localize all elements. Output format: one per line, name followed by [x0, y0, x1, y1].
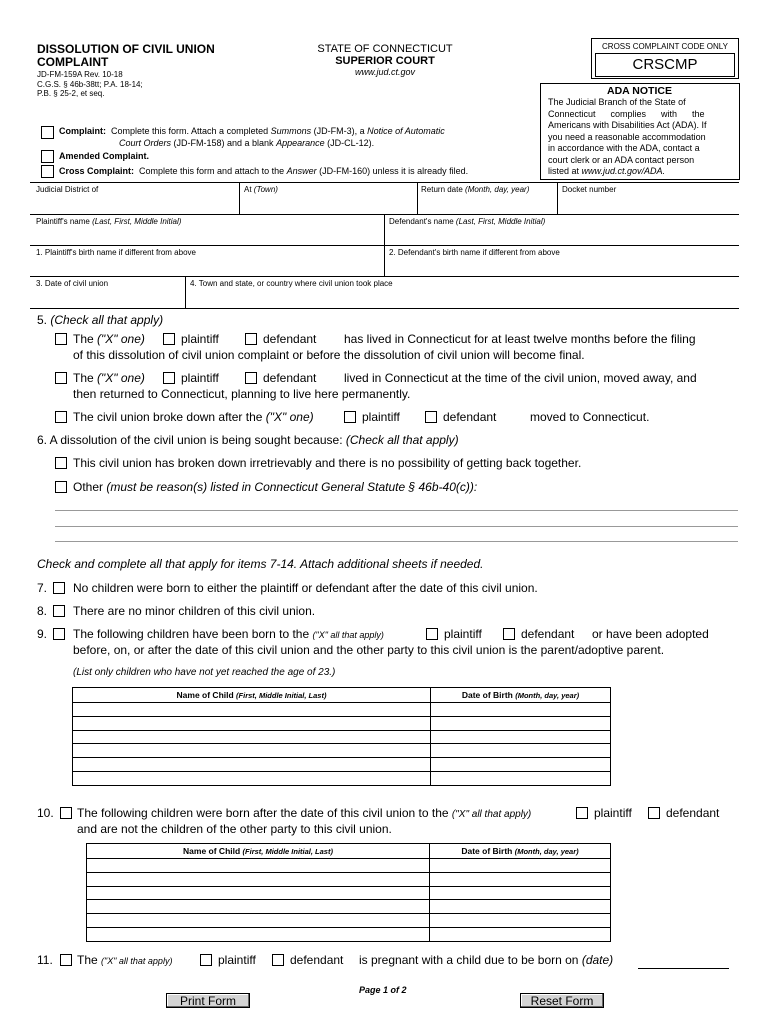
q10-plaintiff-checkbox[interactable] — [576, 807, 588, 819]
q6-opt2-checkbox[interactable] — [55, 481, 67, 493]
table-row — [87, 872, 611, 886]
table-row — [73, 716, 611, 730]
child-name-cell[interactable] — [87, 872, 430, 886]
form-title: DISSOLUTION OF CIVIL UNION COMPLAINT — [37, 42, 215, 69]
q5a-text: The ("X" one) — [73, 332, 145, 346]
table-row — [73, 744, 611, 758]
child-dob-cell[interactable] — [431, 758, 611, 772]
q5a-defendant-checkbox[interactable] — [245, 333, 257, 345]
q5c-defendant-checkbox[interactable] — [425, 411, 437, 423]
page-number: Page 1 of 2 — [359, 985, 407, 995]
q5c-text: The civil union broke down after the ("X" one) — [73, 410, 314, 424]
q5a-defendant-label: defendant — [263, 332, 317, 346]
code-value: CRSCMP — [595, 53, 735, 77]
child-name-header: Name of Child (First, Middle Initial, Last) — [87, 844, 430, 859]
docket-number-field[interactable]: Docket number — [562, 185, 617, 194]
q11-rest: is pregnant with a child due to be born on (date) — [359, 953, 614, 967]
q6-other-line[interactable] — [55, 510, 738, 511]
child-dob-header: Date of Birth (Month, day, year) — [430, 844, 611, 859]
child-dob-cell[interactable] — [430, 900, 611, 914]
town-of-civil-union-field[interactable]: 4. Town and state, or country where civil union took place — [190, 279, 393, 288]
complaint-text: Complaint: Complete this form. Attach a completed Summons (JD-FM-3), a Notice of Automatic Court Orders (JD-FM-158) and a blank Appearance (JD-CL-12). — [59, 126, 445, 148]
q5c-defendant-label: defendant — [443, 410, 497, 424]
table-row — [73, 771, 611, 785]
q5c-plaintiff-checkbox[interactable] — [344, 411, 356, 423]
q5-heading: 5. (Check all that apply) — [37, 313, 164, 327]
child-dob-cell[interactable] — [431, 716, 611, 730]
return-date-field[interactable]: Return date (Month, day, year) — [421, 185, 530, 194]
q5b-defendant-label: defendant — [263, 371, 317, 385]
q5a-checkbox[interactable] — [55, 333, 67, 345]
print-form-button[interactable]: Print Form — [166, 993, 250, 1008]
q8-text: There are no minor children of this civil union. — [73, 604, 316, 618]
child-name-cell[interactable] — [87, 859, 430, 873]
child-name-cell[interactable] — [87, 914, 430, 928]
q5a-line2: of this dissolution of civil union complaint or before the dissolution of civil union will become final. — [73, 348, 585, 362]
defendant-birth-name-field[interactable]: 2. Defendant's birth name if different from above — [389, 248, 560, 257]
child-dob-cell[interactable] — [430, 927, 611, 941]
q9-line2: before, on, or after the date of this civil union and the other party to this civil union is the parent/adoptive parent. — [73, 643, 665, 657]
q8-number: 8. — [37, 604, 48, 618]
q6-other-line[interactable] — [55, 526, 738, 527]
q10-children-table — [86, 843, 611, 942]
q11-plaintiff-label: plaintiff — [218, 953, 256, 967]
table-row — [87, 859, 611, 873]
q6-opt1-text: This civil union has broken down irretrievably and there is no possibility of getting back together. — [73, 456, 582, 470]
cross-complaint-checkbox[interactable] — [41, 165, 54, 178]
q6-opt2-text: Other (must be reason(s) listed in Connecticut General Statute § 46b-40(c)): — [73, 480, 478, 494]
q5b-defendant-checkbox[interactable] — [245, 372, 257, 384]
q5b-plaintiff-label: plaintiff — [181, 371, 219, 385]
q9-number: 9. — [37, 627, 48, 641]
q11-text: The ("X" all that apply) — [77, 953, 173, 967]
q5c-plaintiff-label: plaintiff — [362, 410, 400, 424]
q11-number: 11. — [37, 953, 53, 967]
child-name-cell[interactable] — [73, 758, 431, 772]
form-id: JD-FM-159A Rev. 10-18 C.G.S. § 46b-38tt; P.A. 18-14; P.B. § 25-2, et seq. — [37, 70, 143, 98]
amended-checkbox[interactable] — [41, 150, 54, 163]
child-name-cell[interactable] — [73, 730, 431, 744]
q9-plaintiff-label: plaintiff — [444, 627, 482, 641]
q9-rest: or have been adopted — [592, 627, 709, 641]
child-dob-cell[interactable] — [431, 771, 611, 785]
child-name-cell[interactable] — [87, 900, 430, 914]
q9-note: (List only children who have not yet reached the age of 23.) — [73, 667, 336, 678]
at-town-field[interactable]: At (Town) — [244, 185, 278, 194]
defendant-name-field[interactable]: Defendant's name (Last, First, Middle Initial) — [389, 217, 546, 226]
q5a-plaintiff-checkbox[interactable] — [163, 333, 175, 345]
q10-defendant-label: defendant — [666, 806, 720, 820]
complaint-checkbox[interactable] — [41, 126, 54, 139]
q5c-rest: moved to Connecticut. — [530, 410, 650, 424]
child-dob-cell[interactable] — [431, 703, 611, 717]
judicial-district-field[interactable]: Judicial District of — [36, 185, 99, 194]
court-header: STATE OF CONNECTICUT SUPERIOR COURT www.jud.ct.gov — [300, 43, 470, 77]
q7-text: No children were born to either the plaintiff or defendant after the date of this civil union. — [73, 581, 538, 595]
child-dob-cell[interactable] — [431, 744, 611, 758]
amended-label: Amended Complaint. — [59, 151, 150, 161]
child-name-cell[interactable] — [73, 771, 431, 785]
q6-heading: 6. A dissolution of the civil union is being sought because: (Check all that apply) — [37, 433, 459, 447]
child-name-cell[interactable] — [73, 744, 431, 758]
q10-line2: and are not the children of the other party to this civil union. — [77, 822, 392, 836]
q11-defendant-label: defendant — [290, 953, 344, 967]
q10-text: The following children were born after the date of this civil union to the ("X" all that apply) — [77, 806, 532, 820]
q5b-rest: lived in Connecticut at the time of the civil union, moved away, and — [344, 371, 697, 385]
child-dob-cell[interactable] — [430, 859, 611, 873]
q5b-plaintiff-checkbox[interactable] — [163, 372, 175, 384]
q9-checkbox[interactable] — [53, 628, 65, 640]
q11-date-line[interactable] — [638, 968, 729, 969]
child-dob-cell[interactable] — [431, 730, 611, 744]
table-row — [87, 886, 611, 900]
q6-opt1-checkbox[interactable] — [55, 457, 67, 469]
q5b-checkbox[interactable] — [55, 372, 67, 384]
child-name-cell[interactable] — [87, 927, 430, 941]
child-dob-cell[interactable] — [430, 872, 611, 886]
q8-checkbox[interactable] — [53, 605, 65, 617]
table-row — [87, 914, 611, 928]
q9-plaintiff-checkbox[interactable] — [426, 628, 438, 640]
q10-plaintiff-label: plaintiff — [594, 806, 632, 820]
ada-notice: ADA NOTICE The Judicial Branch of the State of Connecticut complies with the Americans with Disabilities Act (ADA). If you need a reasonable accommodation in accordance with the ADA, contact a court clerk or an ADA contact person listed at www.jud.ct.gov/ADA. — [540, 83, 740, 180]
cross-complaint-code-box: CROSS COMPLAINT CODE ONLY CRSCMP — [591, 38, 739, 79]
q11-plaintiff-checkbox[interactable] — [200, 954, 212, 966]
q5c-checkbox[interactable] — [55, 411, 67, 423]
date-of-civil-union-field[interactable]: 3. Date of civil union — [36, 279, 109, 288]
reset-form-button[interactable]: Reset Form — [520, 993, 604, 1008]
court-website: www.jud.ct.gov — [354, 67, 416, 77]
q6-other-line[interactable] — [55, 541, 738, 542]
child-dob-header: Date of Birth (Month, day, year) — [431, 688, 611, 703]
child-name-cell[interactable] — [87, 886, 430, 900]
q5a-plaintiff-label: plaintiff — [181, 332, 219, 346]
child-dob-cell[interactable] — [430, 886, 611, 900]
q9-text: The following children have been born to the ("X" all that apply) — [73, 627, 384, 641]
child-name-cell[interactable] — [73, 716, 431, 730]
table-row — [73, 703, 611, 717]
q7-checkbox[interactable] — [53, 582, 65, 594]
q9-children-table — [72, 687, 611, 786]
table-row — [87, 927, 611, 941]
child-name-cell[interactable] — [73, 703, 431, 717]
child-dob-cell[interactable] — [430, 914, 611, 928]
ada-link[interactable]: www.jud.ct.gov/ADA. — [581, 166, 666, 176]
table-row — [87, 900, 611, 914]
q10-number: 10. — [37, 806, 54, 820]
q5a-rest: has lived in Connecticut for at least twelve months before the filing — [344, 332, 696, 346]
q5b-text: The ("X" one) — [73, 371, 145, 385]
q9-defendant-checkbox[interactable] — [503, 628, 515, 640]
q7-number: 7. — [37, 581, 48, 595]
q10-defendant-checkbox[interactable] — [648, 807, 660, 819]
child-name-header: Name of Child (First, Middle Initial, Last) — [73, 688, 431, 703]
q5b-line2: then returned to Connecticut, planning to live here permanently. — [73, 387, 411, 401]
plaintiff-name-field[interactable]: Plaintiff's name (Last, First, Middle Initial) — [36, 217, 182, 226]
q9-defendant-label: defendant — [521, 627, 575, 641]
q10-checkbox[interactable] — [60, 807, 72, 819]
table-row — [73, 730, 611, 744]
cross-complaint-text: Cross Complaint: Complete this form and attach to the Answer (JD-FM-160) unless it is already filed. — [59, 166, 469, 176]
table-row — [73, 758, 611, 772]
plaintiff-birth-name-field[interactable]: 1. Plaintiff's birth name if different from above — [36, 248, 196, 257]
q11-defendant-checkbox[interactable] — [272, 954, 284, 966]
q11-checkbox[interactable] — [60, 954, 72, 966]
items-instructions: Check and complete all that apply for items 7-14. Attach additional sheets if needed. — [37, 557, 484, 571]
